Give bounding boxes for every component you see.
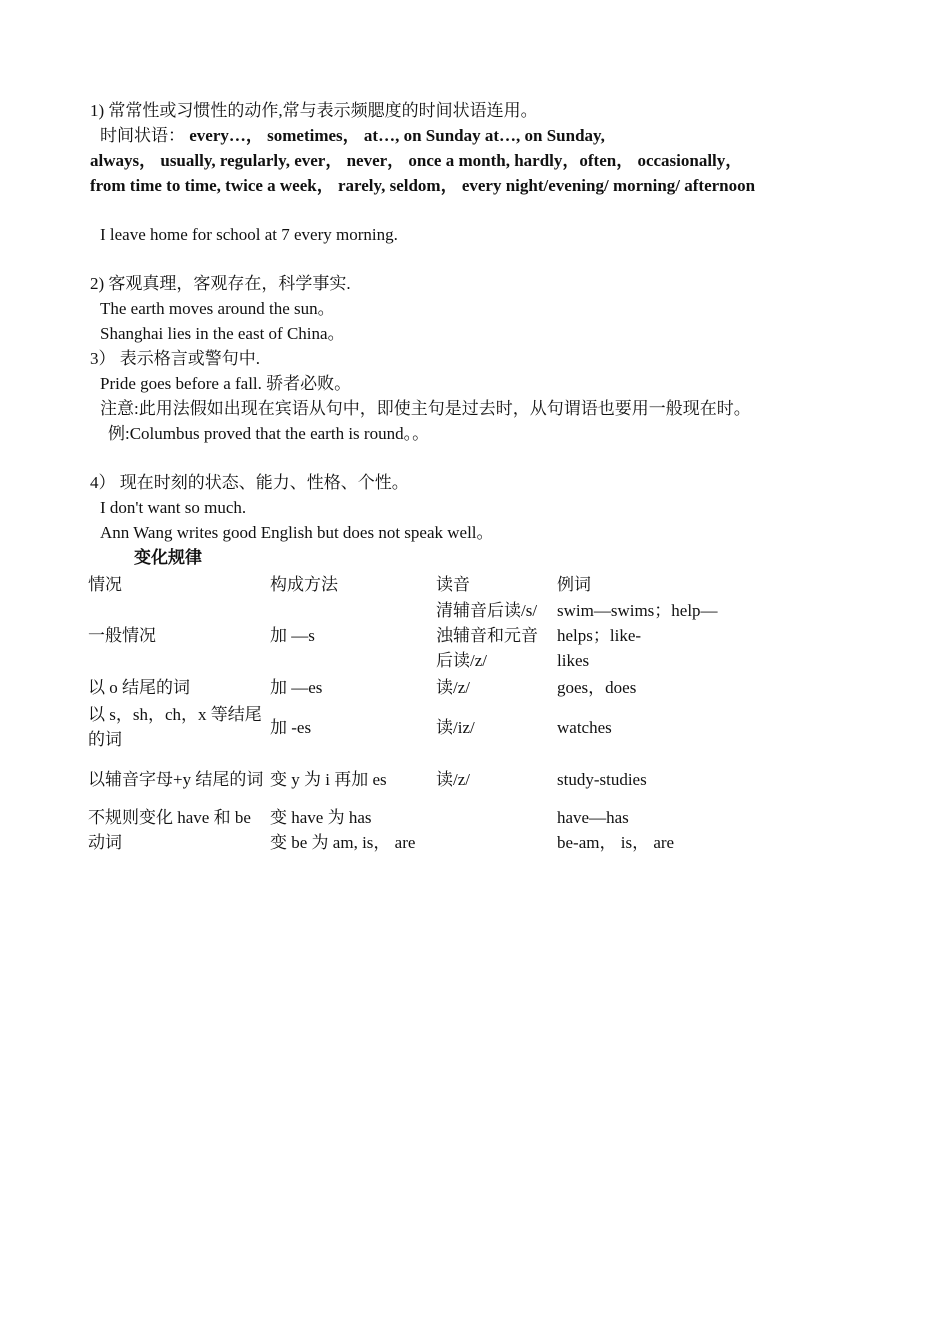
pron-line: 清辅音后读/s/ <box>436 601 538 620</box>
pron-line: 后读/z/ <box>436 651 487 670</box>
row-4-method: 变 y 为 i 再加 es <box>270 769 387 789</box>
adverbial-list-1: every…， sometimes， at…, on Sunday at…, on Sunday, <box>189 126 605 145</box>
row-1-case: 一般情况 <box>88 626 156 645</box>
row-3-method: 加 -es <box>270 717 312 737</box>
pron-line: 浊辅音和元音 <box>436 626 538 645</box>
section-3-title: 3） 表示格言或警句中. <box>90 349 260 368</box>
row-5-method <box>270 805 436 855</box>
adverbial-label: 时间状语： <box>100 126 185 145</box>
method-line: 变 have 为 has <box>270 808 372 827</box>
row-5-example <box>557 805 757 855</box>
adverbial-line-2: always， usually, regularly, ever， never， once a month, hardly，often， occasionally， <box>90 151 743 170</box>
table-heading: 变化规律 <box>134 548 202 567</box>
row-3-case: 以 s，sh，ch，x 等结尾的词 <box>88 705 262 749</box>
table-row <box>88 673 757 701</box>
method-line: 变 be 为 am, is， are <box>270 833 416 852</box>
table-header-row <box>88 570 757 598</box>
section-4-title: 4） 现在时刻的状态、能力、性格、个性。 <box>90 473 409 492</box>
section-3-note-example: 例:Columbus proved that the earth is round。。 <box>108 424 430 443</box>
row-4-case: 以辅音字母+y 结尾的词 <box>88 769 264 789</box>
row-4-pronunciation: 读/z/ <box>436 769 470 789</box>
header-case: 情况 <box>88 574 122 594</box>
section-1-title: 1) 常常性或习惯性的动作,常与表示频腮度的时间状语连用。 <box>90 101 538 120</box>
row-5-case: 不规则变化 have 和 be 动词 <box>88 808 251 852</box>
row-4-example: study-studies <box>557 769 647 789</box>
example-line: swim—swims；help— <box>557 601 718 620</box>
row-1-example <box>557 598 757 673</box>
header-example: 例词 <box>557 574 591 594</box>
row-1-pronunciation <box>436 598 557 673</box>
table-row <box>88 805 757 855</box>
section-3-example: Pride goes before a fall. 骄者必败。 <box>100 374 352 393</box>
conjugation-table <box>88 570 757 855</box>
section-3-note: 注意:此用法假如出现在宾语从句中，即使主句是过去时，从句谓语也要用一般现在时。 <box>100 399 751 418</box>
example-line: have—has <box>557 808 629 827</box>
table-row <box>88 598 757 673</box>
row-2-pronunciation: 读/z/ <box>436 677 470 697</box>
adverbial-line-1 <box>90 123 860 148</box>
section-4-example-2: Ann Wang writes good English but does not speak well。 <box>100 523 494 542</box>
section-1-example: I leave home for school at 7 every morning. <box>100 225 398 244</box>
row-2-example: goes，does <box>557 677 637 697</box>
table-row <box>88 753 757 805</box>
example-line: helps；like- <box>557 626 642 645</box>
row-3-example: watches <box>557 717 612 737</box>
row-1-method: 加 —s <box>270 626 315 645</box>
row-2-method: 加 —es <box>270 677 323 697</box>
table-row <box>88 701 757 753</box>
example-line: likes <box>557 651 590 670</box>
section-2-example-2: Shanghai lies in the east of China。 <box>100 324 345 343</box>
header-method: 构成方法 <box>270 574 338 594</box>
example-line: be-am， is， are <box>557 833 675 852</box>
section-2-example-1: The earth moves around the sun。 <box>100 299 335 318</box>
section-4-example-1: I don't want so much. <box>100 498 247 517</box>
row-2-case: 以 o 结尾的词 <box>88 677 190 697</box>
adverbial-line-3: from time to time, twice a week， rarely, seldom， every night/evening/ morning/ afternoon <box>90 176 756 195</box>
header-pronunciation: 读音 <box>436 574 470 594</box>
row-3-pronunciation: 读/iz/ <box>436 717 475 737</box>
section-2-title: 2) 客观真理，客观存在，科学事实. <box>90 274 351 293</box>
row-5-pronunciation <box>436 805 557 855</box>
document-page <box>90 98 860 855</box>
